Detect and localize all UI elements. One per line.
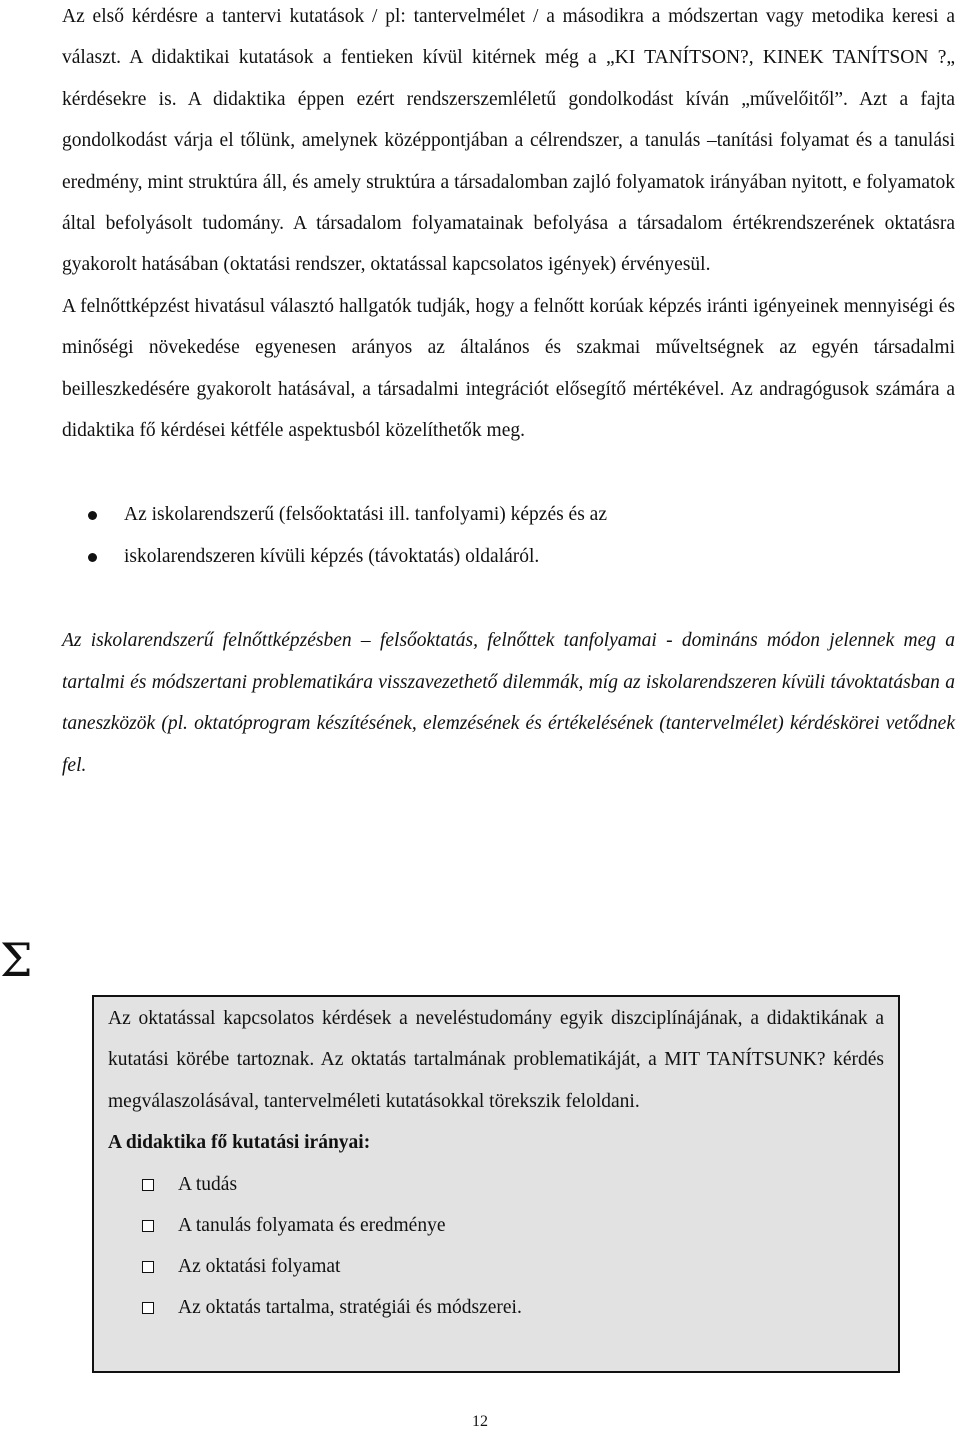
list-item: A tudás	[108, 1164, 884, 1205]
bullet-icon	[88, 553, 97, 562]
second-paragraph: A felnőttképzést hivatásul választó hallgatók tudják, hogy a felnőtt korúak képzés iránti igényeinek mennyiségi és minőségi növekedése egyenesen arányos az általános és szakmai műveltségnek az egyén társadalmi beilleszkedésére gyakorolt hatásával, a társadalmi integrációt elősegítő mértékével. Az andragógusok számára a didaktika fő kérdései kétféle aspektusból közelíthetők meg.	[62, 295, 955, 442]
checkbox-square-icon	[142, 1179, 154, 1191]
list-item: iskolarendszeren kívüli képzés (távoktatás) oldaláról.	[62, 536, 955, 578]
summary-text: Az oktatással kapcsolatos kérdések a neveléstudomány egyik diszciplínájának, a didaktikának a kutatási körébe tartoznak. Az oktatás tartalmának problematikáját, a MIT TANÍTSUNK? kérdés megválaszolásával, tantervelméleti kutatásokkal törekszik feloldani.	[108, 1008, 884, 1112]
italic-paragraph: Az iskolarendszerű felnőttképzésben – felsőoktatás, felnőttek tanfolyamai - domináns módon jelennek meg a tartalmi és módszertani problematikára visszavezethető dilemmák, míg az iskolarendszeren kívüli távoktatásban a taneszközök (pl. oktatóprogram készítésének, elemzésének és értékelésének (tantervelmélet) kérdéskörei vetődnek fel.	[62, 630, 955, 776]
research-directions-list	[108, 1164, 884, 1328]
checkbox-square-icon	[142, 1220, 154, 1232]
list-item: Az oktatás tartalma, stratégiái és módszerei.	[108, 1287, 884, 1328]
checkbox-square-icon	[142, 1302, 154, 1314]
spacer	[62, 578, 955, 620]
spacer	[62, 451, 955, 494]
checkbox-square-icon	[142, 1261, 154, 1273]
intro-paragraph: Az első kérdésre a tantervi kutatások / pl: tantervelmélet / a másodikra a módszertan vagy metodika keresi a választ. A didaktikai kutatások a fentieken kívül kitérnek még a „KI TANÍTSON?, KINEK TANÍTSON ?„ kérdésekre is. A didaktika éppen ezért rendszerszemléletű gondolkodást kíván „művelőitől”. Azt a fajta gondolkodást várja el tőlünk, amelynek középpontjában a célrendszer, a tanulás –tanítási folyamat és a tanulási eredmény, mint struktúra áll, és amely struktúra a társadalomban zajló folyamatok irányában nyitott, e folyamatok által befolyásolt tudomány. A társadalom folyamatainak befolyása a társadalom értékrendszerének oktatásra gyakorolt hatásában (oktatási rendszer, oktatással kapcsolatos igények) érvényesül.	[62, 6, 955, 276]
summary-box	[92, 995, 900, 1373]
sigma-icon: Σ	[0, 933, 33, 987]
page-number: 12	[472, 1413, 488, 1430]
list-item: Az oktatási folyamat	[108, 1246, 884, 1287]
aspect-bullet-list	[62, 494, 955, 578]
bullet-icon	[88, 511, 97, 520]
summary-heading: A didaktika fő kutatási irányai:	[108, 1132, 371, 1154]
page-body	[62, 0, 955, 786]
list-item: A tanulás folyamata és eredménye	[108, 1205, 884, 1246]
list-item: Az iskolarendszerű (felsőoktatási ill. tanfolyami) képzés és az	[62, 494, 955, 536]
